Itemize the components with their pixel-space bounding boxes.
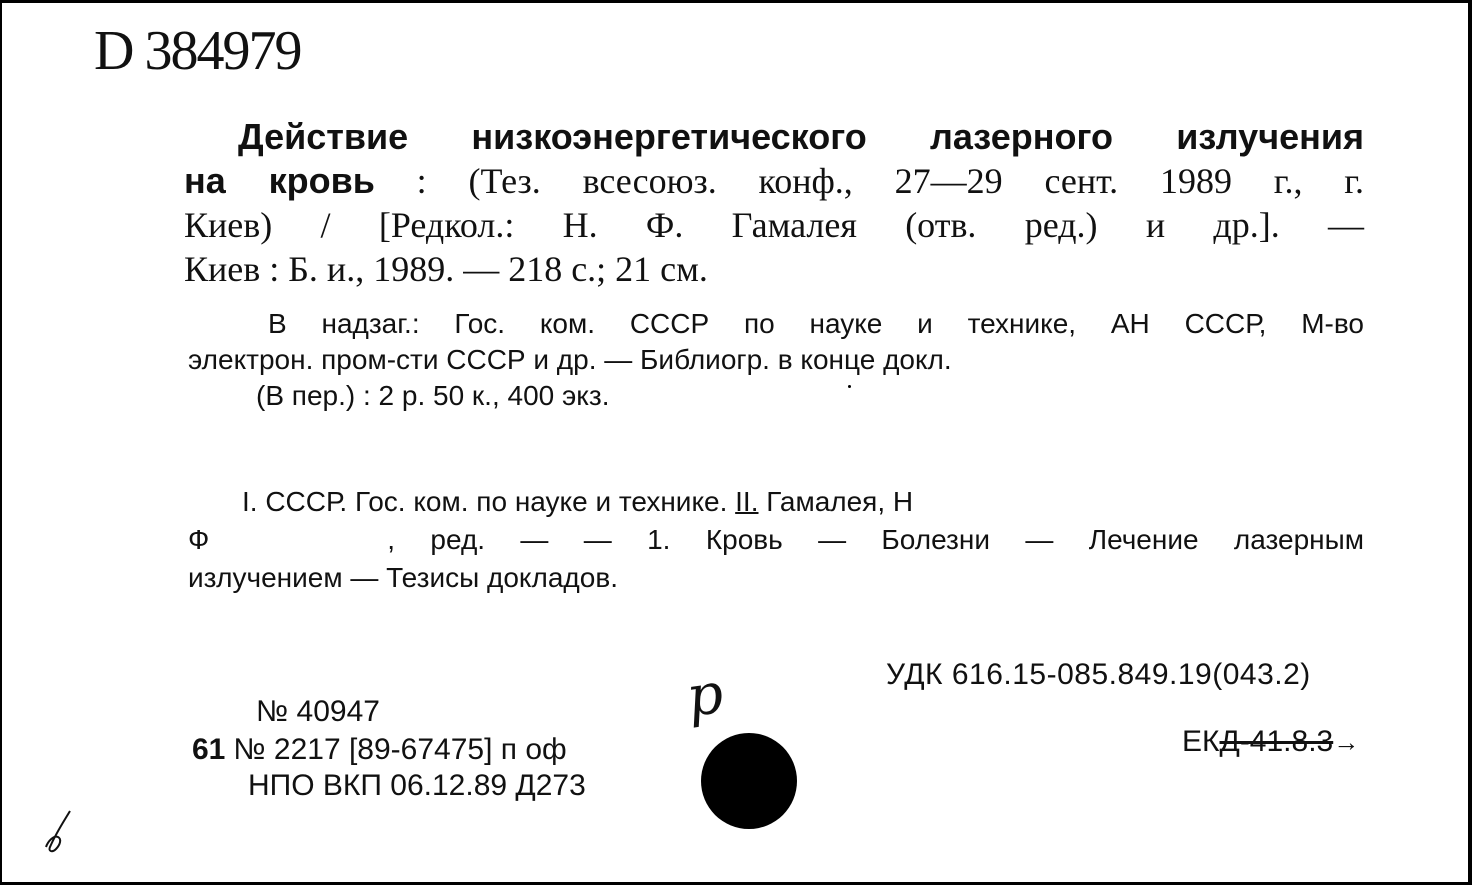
- tracing-initial: Ф: [188, 524, 210, 555]
- ekd-struck-text: Д-41.8.3: [1219, 725, 1334, 758]
- punched-hole-dot: [701, 733, 797, 829]
- handwritten-mark: р: [682, 660, 728, 731]
- main-entry-line-2-rest: : (Тез. всесоюз. конф., 27—29 сент. 1989 г., г.: [374, 161, 1365, 201]
- tracing-roman-2: II.: [735, 486, 759, 517]
- footer-order-rest: № 2217 [89-67475] п оф: [233, 733, 567, 766]
- ekd-arrow: →: [1333, 727, 1360, 757]
- footer-number: № 40947: [256, 695, 380, 728]
- tracing-subject-1: I. СССР. Гос. ком. по науке и технике.: [242, 486, 736, 517]
- tracings-block: [188, 483, 1364, 597]
- title-bold-part-2: на кровь: [184, 160, 375, 201]
- main-entry-line-2: [184, 159, 1364, 203]
- main-entry-line-3: Киев) / [Редкол.: Н. Ф. Гамалея (отв. ред.) и др.]. —: [184, 205, 1364, 245]
- ekd-code: [1182, 725, 1359, 759]
- main-entry-line-4: Киев : Б. и., 1989. — 218 с.; 21 см.: [184, 249, 708, 289]
- tracings-line-3: излучением — Тезисы докладов.: [188, 562, 618, 593]
- handwritten-scribble-icon: [42, 809, 78, 855]
- tracings-line-2: [188, 521, 1364, 559]
- notes-line-3: (В пер.) : 2 р. 50 к., 400 экз.: [256, 380, 610, 411]
- main-entry: [184, 115, 1364, 291]
- udk-code: УДК 616.15-085.849.19(043.2): [886, 658, 1311, 691]
- footer-order-line: [192, 733, 567, 767]
- tracing-subjects: , ред. — — 1. Кровь — Болезни — Лечение лазерным: [387, 524, 1364, 555]
- notes-line-2: электрон. пром-сти СССР и др. — Библиогр. в конце докл.: [188, 344, 952, 375]
- call-number: D 384979: [94, 20, 301, 82]
- ekd-prefix: ЕК: [1182, 725, 1220, 758]
- notes-line-1: В надзаг.: Гос. ком. СССР по науке и технике, АН СССР, М-во: [268, 308, 1364, 339]
- main-entry-line-1: [184, 115, 1364, 159]
- footer-publisher-line: НПО ВКП 06.12.89 Д273: [248, 769, 586, 802]
- footer-order-prefix: 61: [192, 733, 226, 766]
- tracings-line-1: [188, 483, 1364, 521]
- title-bold-part-1: Действие низкоэнергетического лазерного излучения: [238, 116, 1364, 157]
- tracing-name: Гамалея, Н: [758, 486, 914, 517]
- stray-mark: [848, 385, 851, 388]
- notes-block: [188, 306, 1364, 414]
